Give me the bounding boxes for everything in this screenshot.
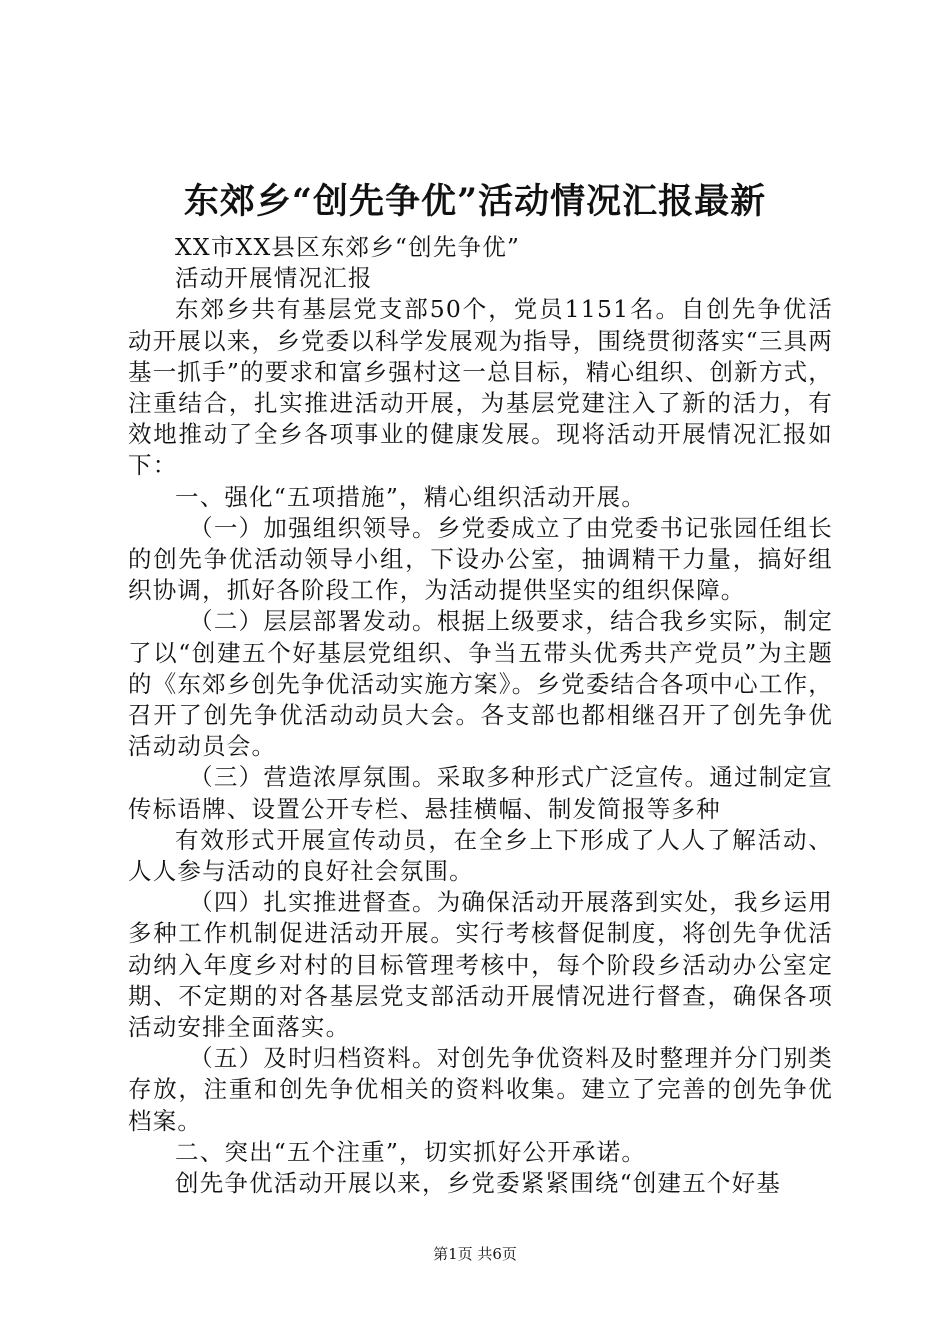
section-heading: 一、强化“五项措施”，精心组织活动开展。 [175,482,647,511]
paragraph: 活动开展情况汇报 [175,264,373,293]
page-number-footer: 第1页 共6页 [433,1245,517,1263]
paragraph: （二）层层部署发动。根据上级要求，结合我乡实际，制定了以“创建五个好基层党组织、争当五带头优秀共产党员”为主题的《东郊乡创先争优活动实施方案》。乡党委结合各项中心工作，召开了创先争优活动动员大会。各支部也都相继召开了创先争优活动动员会。 [128,607,833,761]
paragraph: （五）及时归档资料。对创先争优资料及时整理并分门别类存放，注重和创先争优相关的资料收集。建立了完善的创先争优档案。 [128,1044,833,1135]
document-body [128,232,833,1199]
paragraph: 东郊乡共有基层党支部50个，党员1151名。自创先争优活动开展以来，乡党委以科学发展观为指导，围绕贯彻落实“三具两基一抓手”的要求和富乡强村这一总目标，精心组织、创新方式，注重结合，扎实推进活动开展，为基层党建注入了新的活力，有效地推动了全乡各项事业的健康发展。现将活动开展情况汇报如下： [128,295,833,480]
paragraph: 创先争优活动开展以来，乡党委紧紧围绕“创建五个好基 [175,1169,782,1198]
paragraph: （三）营造浓厚氛围。采取多种形式广泛宣传。通过制定宣传标语牌、设置公开专栏、悬挂横幅、制发简报等多种 [128,763,833,823]
document-title: 东郊乡“创先争优”活动情况汇报最新 [183,181,767,222]
paragraph: 有效形式开展宣传动员，在全乡上下形成了人人了解活动、人人参与活动的良好社会氛围。 [128,825,833,886]
paragraph: （四）扎实推进督查。为确保活动开展落到实处，我乡运用多种工作机制促进活动开展。实行考核督促制度，将创先争优活动纳入年度乡对村的目标管理考核中，每个阶段乡活动办公室定期、不定期的对各基层党支部活动开展情况进行督查，确保各项活动安排全面落实。 [128,888,833,1042]
paragraph: （一）加强组织领导。乡党委成立了由党委书记张园任组长的创先争优活动领导小组，下设办公室，抽调精干力量，搞好组织协调，抓好各阶段工作，为活动提供坚实的组织保障。 [128,513,833,605]
section-heading: 二、突出“五个注重”，切实抓好公开承诺。 [175,1137,647,1166]
paragraph: XX市XX县区东郊乡“创先争优” [175,233,521,261]
